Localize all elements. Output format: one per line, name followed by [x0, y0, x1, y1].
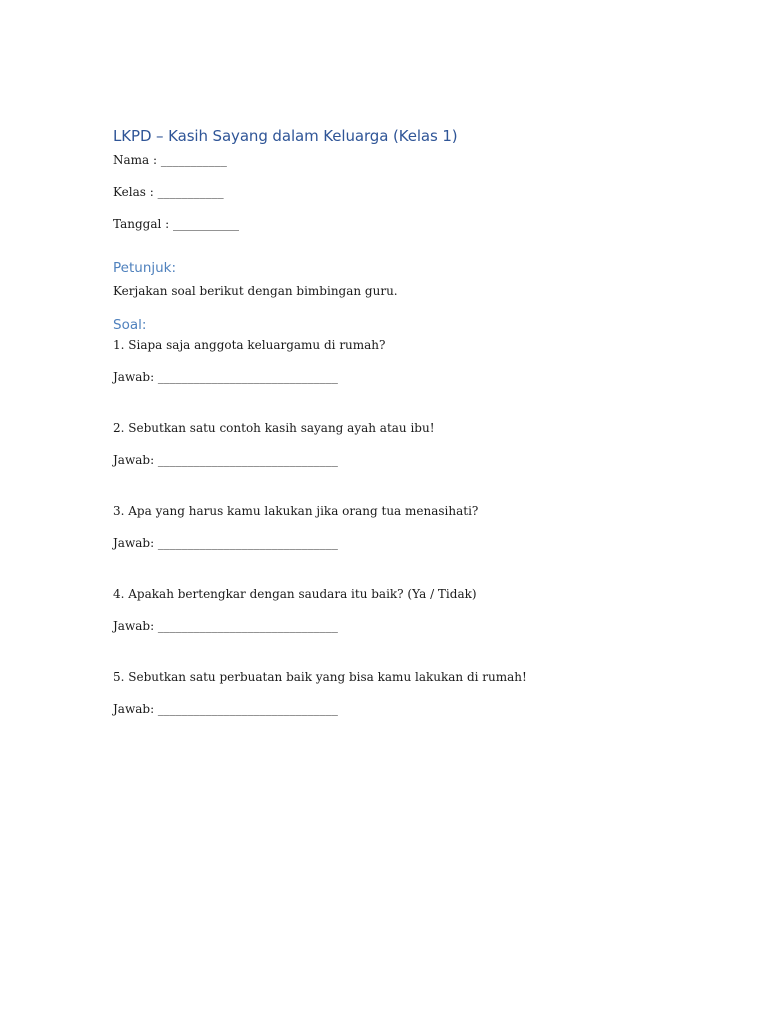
date-field: Tanggal : ___________: [113, 217, 239, 231]
question-block-3: [113, 503, 728, 551]
question-text: 2. Sebutkan satu contoh kasih sayang ayah atau ibu!: [113, 421, 435, 435]
question-block-1: [113, 337, 728, 385]
answer-line: Jawab: ______________________________: [113, 619, 338, 633]
question-text: 5. Sebutkan satu perbuatan baik yang bisa kamu lakukan di rumah!: [113, 670, 527, 684]
instructions-heading: Petunjuk:: [113, 260, 177, 276]
name-field: Nama : ___________: [113, 153, 227, 167]
class-field: Kelas : ___________: [113, 185, 224, 199]
answer-line: Jawab: ______________________________: [113, 370, 338, 384]
question-text: 1. Siapa saja anggota keluargamu di rumah?: [113, 338, 386, 352]
question-block-4: [113, 586, 728, 634]
question-text: 3. Apa yang harus kamu lakukan jika orang tua menasihati?: [113, 504, 479, 518]
instructions-text: Kerjakan soal berikut dengan bimbingan guru.: [113, 284, 398, 298]
answer-line: Jawab: ______________________________: [113, 702, 338, 716]
question-text: 4. Apakah bertengkar dengan saudara itu baik? (Ya / Tidak): [113, 587, 477, 601]
answer-line: Jawab: ______________________________: [113, 536, 338, 550]
questions-heading: Soal:: [113, 317, 147, 333]
question-block-5: [113, 669, 728, 717]
question-block-2: [113, 420, 728, 468]
answer-line: Jawab: ______________________________: [113, 453, 338, 467]
document-title: LKPD – Kasih Sayang dalam Keluarga (Kelas 1): [113, 127, 458, 145]
